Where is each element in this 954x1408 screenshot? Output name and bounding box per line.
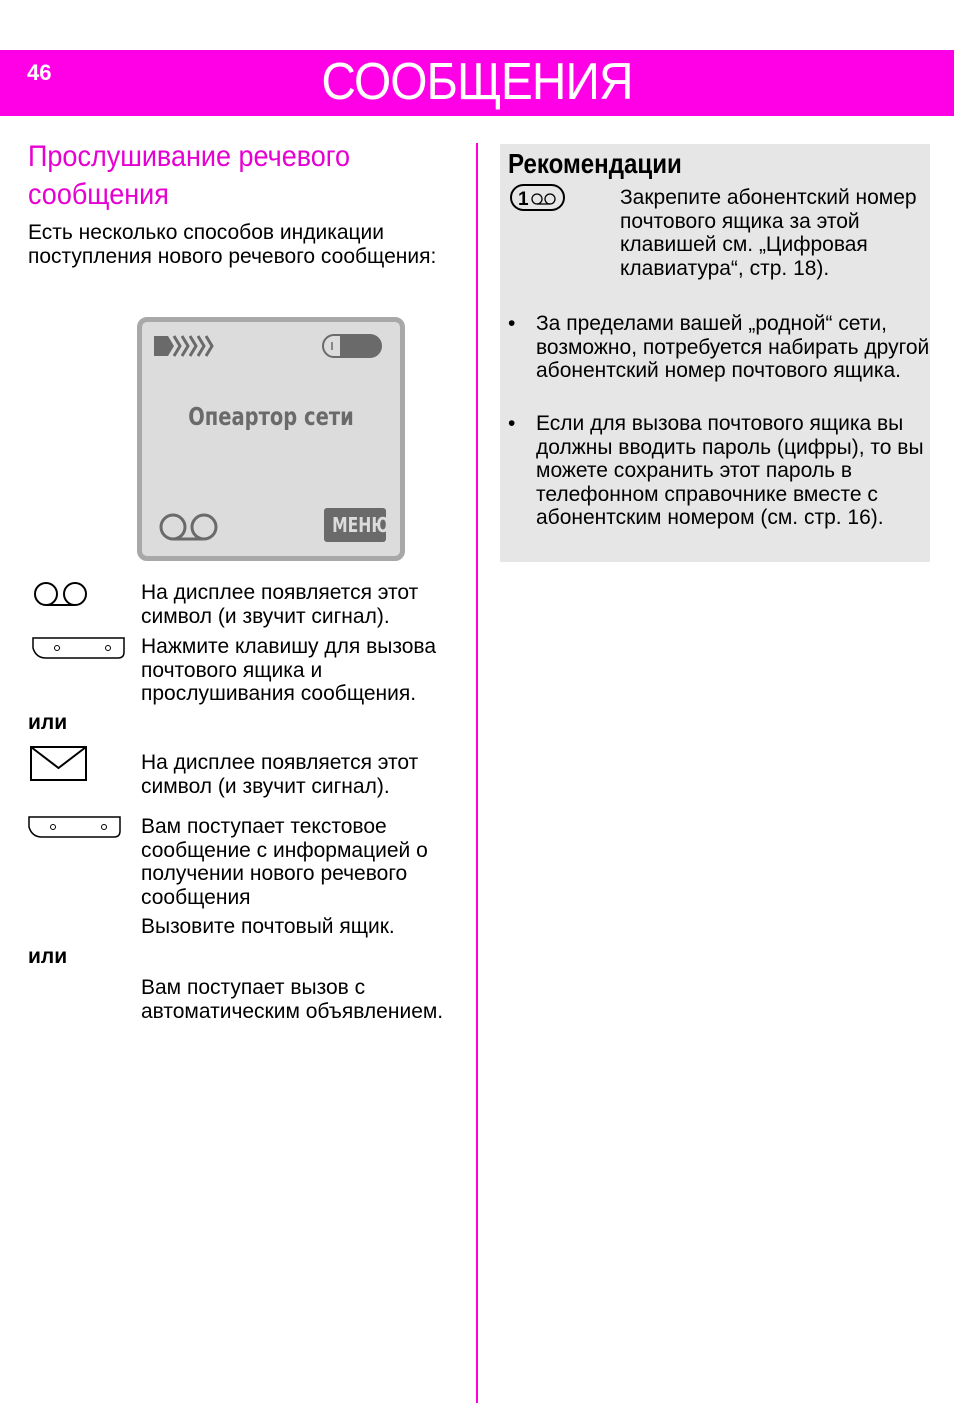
or-separator: или (28, 945, 68, 968)
header-bar (0, 50, 954, 116)
section-title: Прослушивание речевого сообщения (28, 140, 351, 211)
voicemail-icon (32, 581, 90, 609)
page-title: СООБЩЕНИЯ (321, 53, 633, 111)
or-separator: или (28, 711, 68, 734)
operator-name: Опеартор сети (188, 402, 354, 431)
tips-title: Рекомендации (508, 148, 682, 179)
item-text: Нажмите клавишу для вызова почтового ящика и прослушивания сообщения. (141, 635, 437, 705)
intro-text: Есть несколько способов индикации поступления нового речевого сообщения: (28, 221, 437, 268)
tip-item: За пределами вашей „родной“ сети, возможно, потребуется набирать другой абонентский номер почтового ящика. (536, 312, 930, 382)
bullet-symbol: • (508, 412, 516, 435)
bullet-symbol: • (508, 312, 516, 335)
menu-softkey (324, 508, 390, 542)
tip-item: Если для вызова почтового ящика вы должны вводить пароль (цифры), то вы можете сохранить этот пароль в телефонном справочнике вместе с абонентским номером (см. стр. 16). (536, 412, 924, 529)
tips-key-text: Закрепите абонентский номер почтового ящика за этой клавишей см. „Цифровая клавиатура“, стр. 18). (620, 186, 917, 280)
envelope-icon (30, 746, 88, 782)
item-text: Вам поступает текстовое сообщение с информацией о получении нового речевого сообщения (141, 815, 428, 909)
key-1-voicemail-icon (510, 184, 566, 212)
item-text: На дисплее появляется этот символ (и звучит сигнал). (141, 581, 419, 628)
page-number: 46 (27, 60, 52, 85)
svg-text:1: 1 (518, 189, 529, 210)
item-text: На дисплее появляется этот символ (и звучит сигнал). (141, 751, 419, 798)
softkey-icon (32, 636, 126, 660)
tips-panel (500, 144, 930, 562)
phone-display (137, 317, 405, 561)
softkey-icon (28, 815, 122, 839)
item-text: Вам поступает вызов с автоматическим объявлением. (141, 976, 444, 1023)
column-divider (476, 143, 478, 1403)
battery-icon (322, 334, 384, 358)
item-text: Вызовите почтовый ящик. (141, 915, 395, 938)
menu-label: МЕНЮ (332, 513, 390, 537)
signal-strength-icon (154, 334, 216, 358)
voicemail-icon (158, 512, 220, 542)
